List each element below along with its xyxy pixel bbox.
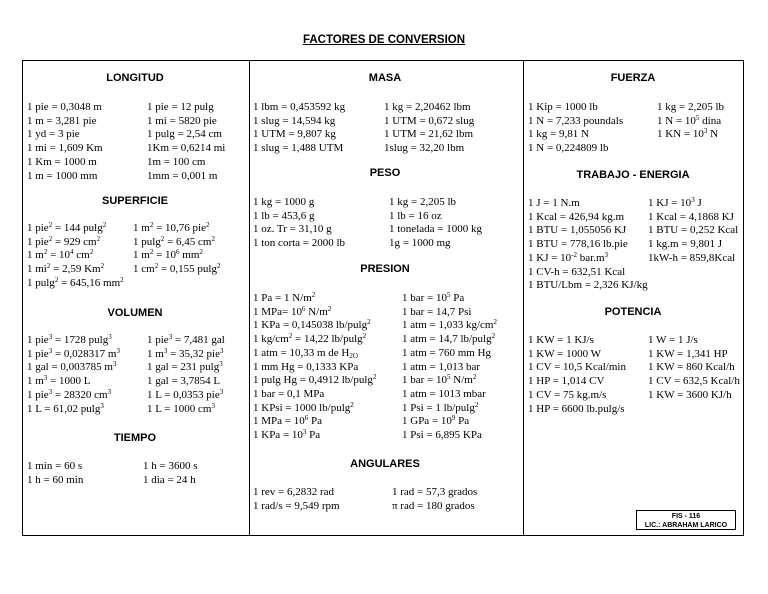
conversion-row: 1 $m^3 = 1000$ L — [27, 374, 91, 388]
conversion-row: 1 KW = 860 Kcal/h — [648, 361, 735, 374]
conversion-row: 1 mi = 5820 pie — [147, 114, 217, 127]
conversion-row: 1 kg = 1000 g — [253, 196, 315, 208]
section-heading-potencia: POTENCIA — [604, 306, 662, 318]
conversion-row: 1 J = 1 N.m — [528, 197, 580, 209]
conversion-row: 1 HP = 6600 lb.pulg/s — [528, 402, 625, 415]
conversion-row: 1 Kcal = 4,1868 KJ — [648, 210, 734, 223]
conversion-row: 1 mm Hg = 0,1333 KPa — [253, 360, 359, 373]
conversion-row: 1 L = 0,0353 pie$^3$ — [147, 387, 224, 401]
conversion-row: 1 $kg/cm^2 = 14,22$ lb/pulg$^2$ — [253, 332, 367, 346]
conversion-row: 1 dia = 24 h — [143, 473, 196, 486]
conversion-row: 1 KW = 1000 W — [528, 347, 602, 360]
conversion-row: 1 h = 60 min — [27, 473, 84, 486]
conversion-row: 1 W = 1 J/s — [648, 334, 698, 346]
conversion-row: 1 pulg$^2$ = 6,45 $cm^2$ — [133, 234, 215, 248]
conversion-row: 1 atm = 1,033 $kg/cm^2$ — [402, 318, 497, 332]
conversion-row: 1 ton corta = 2000 lb — [253, 237, 346, 250]
conversion-row: 1Km = 0,6214 mi — [147, 142, 226, 155]
conversion-row: 1 BTU = 778,16 lb.pie — [528, 238, 628, 251]
conversion-row: 1 oz. Tr = 31,10 g — [253, 223, 332, 236]
section-heading-trabajo: TRABAJO - ENERGIA — [576, 169, 690, 181]
section-heading-angulares: ANGULARES — [350, 458, 420, 470]
conversion-row: 1 UTM = 9,807 kg — [253, 128, 336, 141]
section-heading-longitud: LONGITUD — [106, 72, 164, 84]
section-heading-masa: MASA — [368, 72, 402, 84]
conversion-row: 1 $N = 10^5$ dina — [657, 113, 722, 127]
conversion-row: 1 slug = 1,488 UTM — [253, 142, 344, 155]
conversion-row: 1 lb = 453,6 g — [253, 209, 315, 222]
conversion-row: 1 rev = 6,2832 rad — [253, 486, 335, 498]
conversion-row: 1 gal = 231 pulg$^3$ — [147, 360, 223, 374]
conversion-row: 1 kg = 2,205 lb — [389, 196, 457, 208]
conversion-row: 1 KW = 1,341 HP — [648, 347, 728, 360]
conversion-row: 1 $MPa= 10^6$ $N/m^2$ — [253, 304, 332, 318]
conversion-row: 1 rad = 57,3 grados — [392, 486, 478, 498]
conversion-row: 1 KPsi = 1000 lb/pulg$^2$ — [253, 400, 354, 414]
conversion-row: π rad = 180 grados — [392, 499, 475, 512]
conversion-row: 1 bar = $10^5$ Pa — [402, 291, 465, 304]
conversion-row: 1 gal = 0,003785 $m^3$ — [27, 360, 117, 374]
author-badge — [636, 510, 736, 530]
conversion-row: 1 UTM = 0,672 slug — [384, 114, 475, 127]
section-heading-fuerza: FUERZA — [610, 72, 656, 84]
conversion-row: 1 kg = 2,205 lb — [657, 101, 725, 113]
conversion-row: 1 L = 61,02 pulg$^3$ — [27, 401, 104, 415]
conversion-row: 1 BTU = 0,252 Kcal — [648, 224, 739, 237]
conversion-row: 1 $m^2 = 10,76$ pie$^2$ — [133, 221, 210, 234]
conversion-row: 1 m = 3,281 pie — [27, 114, 97, 127]
conversion-row: 1 $mi^2 = 2,59$ Km$^2$ — [27, 262, 105, 276]
conversion-row: 1 $cm^2 = 0,155$ pulg$^2$ — [133, 262, 221, 276]
conversion-row: 1 $m^3 = 35,32$ pie$^3$ — [147, 346, 224, 360]
section-heading-volumen: VOLUMEN — [107, 307, 163, 319]
conversion-row: 1 atm = 10,33 m de $H_{2O}$ — [253, 346, 358, 360]
section-heading-tiempo: TIEMPO — [113, 432, 157, 444]
conversion-row: 1 KN = $10^3$ N — [657, 127, 719, 141]
conversion-row: 1 CV-h = 632,51 Kcal — [528, 265, 626, 278]
conversion-row: 1 rad/s = 9,549 rpm — [253, 499, 340, 512]
conversion-row: 1 bar = 0,1 MPa — [253, 387, 325, 400]
conversion-row: 1 kg.m = 9,801 J — [648, 238, 723, 251]
conversion-row: 1m = 100 cm — [147, 155, 206, 168]
conversion-row: 1 pie = 12 pulg — [147, 101, 214, 113]
conversion-row: 1 MPa = $10^6$ Pa — [253, 414, 322, 428]
column-divider — [523, 61, 524, 535]
conversion-row: 1 BTU = 1,055056 KJ — [528, 224, 627, 237]
conversion-row: 1 m = 1000 mm — [27, 169, 98, 182]
conversion-row: 1 KJ = $10^3$ J — [648, 196, 702, 209]
conversion-row: 1 tonelada = 1000 kg — [389, 223, 482, 236]
section-heading-presion: PRESION — [360, 263, 410, 275]
conversion-row: 1g = 1000 mg — [389, 237, 451, 250]
conversion-row: 1mm = 0,001 m — [147, 169, 218, 182]
conversion-row: 1 atm = 760 mm Hg — [402, 346, 492, 359]
conversion-row: 1 $m^2 = 10^4$ $cm^2$ — [27, 248, 94, 262]
page-title: FACTORES DE CONVERSION — [302, 34, 466, 46]
conversion-row: 1 L = 1000 $cm^3$ — [147, 401, 215, 415]
conversion-row: 1 yd = 3 pie — [27, 128, 80, 141]
conversion-row: 1 kg = 2,20462 lbm — [384, 101, 471, 113]
conversion-row: 1 atm = 1013 mbar — [402, 387, 486, 400]
conversion-row: 1 gal = 3,7854 L — [147, 375, 221, 388]
conversion-row: 1 pie$^3$ = 1728 pulg$^3$ — [27, 333, 112, 346]
conversion-row: 1 pulg = 2,54 cm — [147, 128, 222, 141]
conversion-row: 1 lbm = 0,453592 kg — [253, 101, 346, 113]
section-heading-superficie: SUPERFICIE — [101, 195, 168, 207]
course-label: FIS - 116 — [671, 513, 701, 520]
conversion-row: 1 min = 60 s — [27, 460, 83, 472]
conversion-row: 1 CV = 75 kg.m/s — [528, 388, 607, 401]
conversion-row: 1kW-h = 859,8Kcal — [648, 251, 736, 264]
conversion-row: 1 mi = 1,609 Km — [27, 142, 103, 155]
conversion-row: 1 CV = 632,5 Kcal/h — [648, 375, 740, 388]
conversion-row: 1 pie$^2$ = 144 pulg$^2$ — [27, 221, 107, 234]
conversion-row: 1 kg = 9,81 N — [528, 128, 589, 141]
conversion-row: 1 lb = 16 oz — [389, 209, 442, 222]
conversion-row: 1 KPa = 0,145038 lb/pulg$^2$ — [253, 318, 371, 332]
conversion-row: 1 UTM = 21,62 lbm — [384, 128, 474, 141]
conversion-row: 1 pie$^2$ = 929 $cm^2$ — [27, 234, 101, 248]
conversion-row: 1 KJ = $10^{-2}$ $bar.m^3$ — [528, 250, 609, 264]
conversion-row: 1 pulg$^2$ = 645,16 $mm^2$ — [27, 275, 124, 289]
section-heading-peso: PESO — [369, 167, 401, 179]
conversion-row: 1 pie$^3$ = 7,481 gal — [147, 333, 225, 346]
conversion-row: 1 CV = 10,5 Kcal/min — [528, 361, 626, 374]
conversion-row: 1 Pa = 1 $N/m^2$ — [253, 291, 316, 304]
conversion-row: 1 BTU/Lbm = 2,326 KJ/kg — [528, 279, 648, 292]
conversion-row: 1 HP = 1,014 CV — [528, 375, 605, 388]
conversion-row: 1 GPa = $10^9$ Pa — [402, 414, 470, 428]
conversion-row: 1slug = 32,20 lbm — [384, 142, 465, 155]
conversion-row: 1 bar = 14,7 Psi — [402, 305, 472, 318]
conversion-row: 1 pie$^3$ = 0,028317 $m^3$ — [27, 346, 120, 360]
conversion-row: 1 KW = 3600 KJ/h — [648, 388, 732, 401]
conversion-row: 1 $m^2 = 10^6$ $mm^2$ — [133, 248, 203, 262]
conversion-row: 1 Kcal = 426,94 kg.m — [528, 210, 625, 223]
conversion-row: 1 pie$^3$ = 28320 $cm^3$ — [27, 387, 112, 401]
conversion-row: 1 pie = 0,3048 m — [27, 101, 102, 113]
conversion-row: 1 N = 7,233 poundals — [528, 114, 624, 127]
conversion-row: 1 Psi = 1 lb/pulg$^2$ — [402, 400, 479, 414]
conversion-row: 1 KW = 1 KJ/s — [528, 334, 594, 346]
conversion-row: 1 h = 3600 s — [143, 460, 198, 472]
conversion-row: 1 atm = 14,7 lb/pulg$^2$ — [402, 332, 496, 346]
conversion-row: 1 KPa = $10^3$ Pa — [253, 428, 321, 441]
conversion-row: 1 slug = 14,594 kg — [253, 114, 336, 127]
conversion-row: 1 pulg Hg = 0,4912 lb/pulg$^2$ — [253, 373, 377, 387]
conversion-row: 1 Psi = 6,895 KPa — [402, 429, 482, 441]
conversion-row: 1 bar = $10^5$ $N/m^2$ — [402, 373, 477, 387]
conversion-row: 1 N = 0,224809 lb — [528, 142, 609, 155]
conversion-row: 1 Kip = 1000 lb — [528, 101, 598, 113]
conversion-row: 1 Km = 1000 m — [27, 155, 97, 168]
conversion-row: 1 atm = 1,013 bar — [402, 360, 480, 373]
author-label: LIC.: ABRAHAM LARICO — [644, 522, 728, 529]
